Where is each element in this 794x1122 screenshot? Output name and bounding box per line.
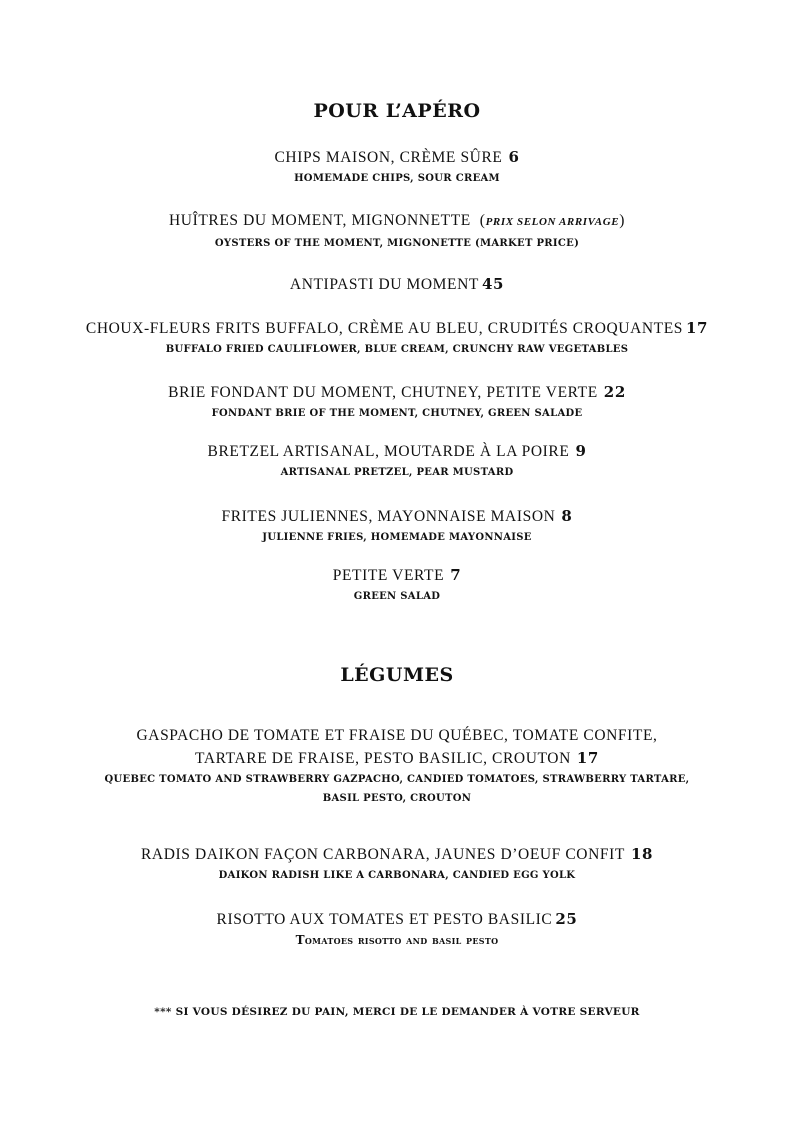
menu-item-huitres: HUÎTRES DU MOMENT, MIGNONNETTE (PRIX SELON ARRIVAGE) OYSTERS OF THE MOMENT, MIGNONETTE (MARKET PRICE) [0,209,794,253]
menu-item-antipasti [0,273,794,296]
item-price-note: PRIX SELON ARRIVAGE [485,216,620,228]
item-name-fr: CHOUX-FLEURS FRITS BUFFALO, CRÈME AU BLEU, CRUDITÉS CROQUANTES [85,320,684,337]
item-name-fr: HUÎTRES DU MOMENT, MIGNONNETTE [168,212,471,229]
item-name-en: Tomatoes risotto and basil pesto [295,933,499,947]
item-name-en: FONDANT BRIE OF THE MOMENT, CHUTNEY, GREEN SALADE [211,408,583,419]
item-name-en: GREEN SALAD [353,591,441,602]
item-price: 17 [576,749,599,767]
item-name-fr-line2: TARTARE DE FRAISE, PESTO BASILIC, CROUTON [195,750,571,767]
item-name-fr: BRIE FONDANT DU MOMENT, CHUTNEY, PETITE VERTE [168,384,598,401]
item-price: 18 [630,845,654,863]
item-name-en: JULIENNE FRIES, HOMEMADE MAYONNAISE [262,532,532,543]
menu-item-brie [0,381,794,423]
item-name-fr: RISOTTO AUX TOMATES ET PESTO BASILIC [216,911,553,928]
item-price: 7 [450,566,462,584]
item-price: 25 [555,910,578,928]
item-name-en: HOMEMADE CHIPS, SOUR CREAM [294,173,500,184]
bread-note: *** SI VOUS DÉSIREZ DU PAIN, MERCI DE LE DEMANDER À VOTRE SERVEUR [154,1006,640,1018]
item-price: 17 [686,319,709,337]
menu-item-gaspacho [0,724,794,808]
menu-item-radis-daikon [0,843,794,885]
item-name-fr: CHIPS MAISON, CRÈME SÛRE [274,149,503,166]
menu-item-risotto [0,908,794,950]
item-name-fr: BRETZEL ARTISANAL, MOUTARDE À LA POIRE [207,443,570,460]
menu-item-chips [0,146,794,188]
item-price: 6 [508,148,520,166]
item-name-fr-line1: GASPACHO DE TOMATE ET FRAISE DU QUÉBEC, TOMATE CONFITE, [136,727,658,744]
item-price: 45 [482,275,505,293]
item-name-fr: FRITES JULIENNES, MAYONNAISE MAISON [221,508,556,525]
item-name-en: OYSTERS OF THE MOMENT, MIGNONETTE (MARKET PRICE) [214,238,580,249]
item-name-en-line1: QUEBEC TOMATO AND STRAWBERRY GAZPACHO, CANDIED TOMATOES, STRAWBERRY TARTARE, [104,774,690,785]
item-price: 22 [603,383,626,401]
menu-item-bretzel [0,440,794,482]
item-name-fr: RADIS DAIKON FAÇON CARBONARA, JAUNES D’OEUF CONFIT [140,846,625,863]
item-name-en-line2: BASIL PESTO, CROUTON [322,793,472,804]
item-name-en: BUFFALO FRIED CAULIFLOWER, BLUE CREAM, CRUNCHY RAW VEGETABLES [165,344,629,355]
section-title-legumes: LÉGUMES [340,664,454,686]
menu-item-frites [0,505,794,547]
menu-item-petite-verte [0,564,794,606]
section-title-apero: POUR L’APÉRO [313,100,481,122]
item-price: 9 [575,442,587,460]
item-name-fr: ANTIPASTI DU MOMENT [289,276,479,293]
item-name-en: DAIKON RADISH LIKE A CARBONARA, CANDIED EGG YOLK [218,870,576,881]
item-name-fr: PETITE VERTE [332,567,445,584]
item-name-en: ARTISANAL PRETZEL, PEAR MUSTARD [280,467,514,478]
item-price: 8 [561,507,573,525]
menu-item-choux-fleurs [0,317,794,359]
